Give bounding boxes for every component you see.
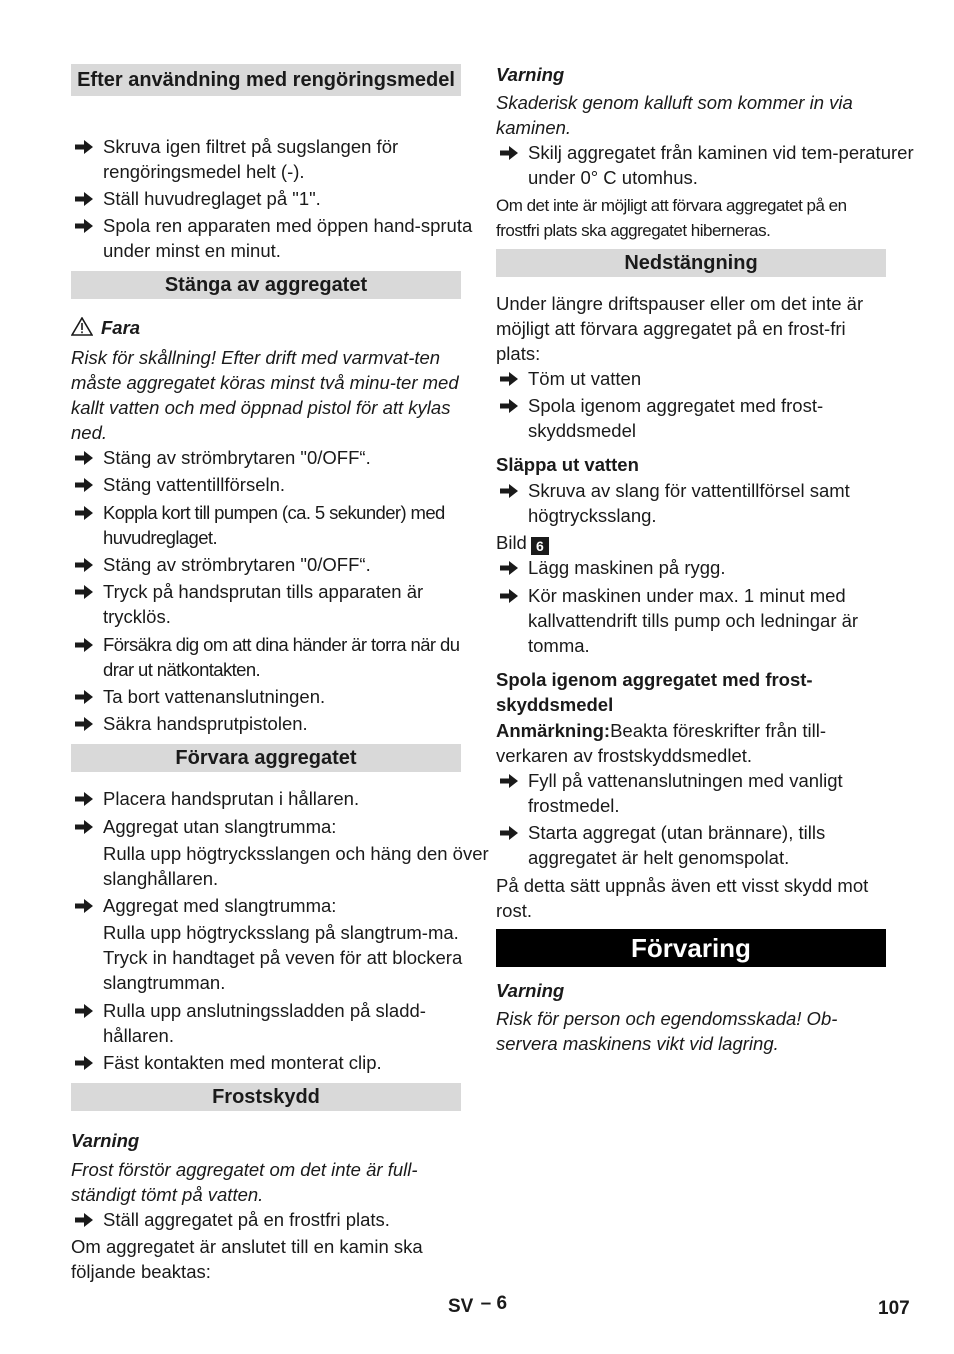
list-item: Skilj aggregatet från kaminen vid tem-peraturer under 0° C utomhus. xyxy=(496,140,918,190)
paragraph: På detta sätt uppnås även ett visst skydd mot rost. xyxy=(496,875,869,921)
list-item: Placera handsprutan i hållaren. xyxy=(71,786,493,811)
subheading-slappa-ut-vatten: Släppa ut vatten xyxy=(496,454,639,475)
list-item: Fäst kontakten med monterat clip. xyxy=(71,1050,493,1075)
list-item: Säkra handsprutpistolen. xyxy=(71,711,493,736)
heading-stanga-av: Stänga av aggregatet xyxy=(71,271,461,299)
list-item: Skruva igen filtret på sugslangen för rengöringsmedel helt (-). xyxy=(71,134,493,184)
arrow-right-icon xyxy=(75,792,93,806)
list-item: Spola igenom aggregatet med frost-skyddsmedel xyxy=(496,393,918,443)
danger-text: Risk för skållning! Efter drift med varmvat-ten måste aggregatet köras minst två minu-ter med kallt vatten och med öppnad pistol för att kylas ned. xyxy=(71,347,459,443)
heading-forvaring: Förvaring xyxy=(496,929,886,967)
arrow-right-icon xyxy=(500,774,518,788)
page-number: 107 xyxy=(878,1298,910,1319)
list-item: Ta bort vattenanslutningen. xyxy=(71,684,493,709)
list-item: Fyll på vattenanslutningen med vanligt frostmedel. xyxy=(496,768,918,818)
list-subtext: Rulla upp högtrycksslang på slangtrum-ma. Tryck in handtaget på veven för att blockera slangtrumman. xyxy=(103,922,463,993)
list-item: Lägg maskinen på rygg. xyxy=(496,555,918,580)
warning-text: Risk för person och egendomsskada! Ob-servera maskinens vikt vid lagring. xyxy=(496,1008,838,1054)
list-item: Töm ut vatten xyxy=(496,366,918,391)
arrow-right-icon xyxy=(500,561,518,575)
arrow-right-icon xyxy=(75,506,93,520)
list-item: Aggregat med slangtrumma: xyxy=(71,893,493,918)
warning-text: Frost förstör aggregatet om det inte är full-ständigt tömt på vatten. xyxy=(71,1159,418,1205)
paragraph: Om aggregatet är anslutet till en kamin ska följande beaktas: xyxy=(71,1236,423,1282)
heading-frostskydd: Frostskydd xyxy=(71,1083,461,1111)
heading-nedstangning: Nedstängning xyxy=(496,249,886,277)
arrow-right-icon xyxy=(500,826,518,840)
list-item: Stäng av strömbrytaren "0/OFF“. xyxy=(71,445,493,470)
arrow-right-icon xyxy=(75,717,93,731)
list-item: Starta aggregat (utan brännare), tills aggregatet är helt genomspolat. xyxy=(496,820,918,870)
arrow-right-icon xyxy=(75,899,93,913)
arrow-right-icon xyxy=(75,638,93,652)
list-item: Koppla kort till pumpen (ca. 5 sekunder) med huvudreglaget. xyxy=(71,500,493,550)
danger-label: Fara xyxy=(71,315,461,340)
arrow-right-icon xyxy=(500,146,518,160)
list-item: Stäng vattentillförseln. xyxy=(71,472,493,497)
list-item: Ställ aggregatet på en frostfri plats. xyxy=(71,1207,493,1232)
list-item: Skruva av slang för vattentillförsel samt högtrycksslang. xyxy=(496,478,918,528)
list-item: Rulla upp anslutningssladden på sladd-hållaren. xyxy=(71,998,493,1048)
footer-language: SV – 6 xyxy=(448,1293,508,1317)
arrow-right-icon xyxy=(500,372,518,386)
arrow-right-icon xyxy=(75,690,93,704)
arrow-right-icon xyxy=(500,589,518,603)
arrow-right-icon xyxy=(75,140,93,154)
arrow-right-icon xyxy=(500,484,518,498)
warning-label: Varning xyxy=(496,980,565,1001)
heading-forvara-aggregatet: Förvara aggregatet xyxy=(71,744,461,772)
arrow-right-icon xyxy=(75,1213,93,1227)
note: Anmärkning:Beakta föreskrifter från till-verkaren av frostskyddsmedlet. xyxy=(496,720,826,766)
arrow-right-icon xyxy=(75,478,93,492)
heading-efter-anvandning: Efter användning med rengöringsmedel xyxy=(71,64,461,96)
list-item: Tryck på handsprutan tills apparaten är trycklös. xyxy=(71,579,493,629)
warning-label: Varning xyxy=(71,1130,140,1151)
arrow-right-icon xyxy=(75,192,93,206)
list-item: Stäng av strömbrytaren "0/OFF“. xyxy=(71,552,493,577)
warning-label: Varning xyxy=(496,64,565,85)
arrow-right-icon xyxy=(500,399,518,413)
arrow-right-icon xyxy=(75,1004,93,1018)
list-item: Ställ huvudreglaget på "1". xyxy=(71,186,493,211)
list-item: Aggregat utan slangtrumma: xyxy=(71,814,493,839)
warning-text: Skaderisk genom kalluft som kommer in via kaminen. xyxy=(496,92,853,138)
arrow-right-icon xyxy=(75,451,93,465)
arrow-right-icon xyxy=(75,820,93,834)
paragraph: Under längre driftspauser eller om det inte är möjligt att förvara aggregatet på en frost-fri plats: xyxy=(496,293,864,364)
figure-number-badge: 6 xyxy=(531,537,549,555)
subheading-spola-igenom: Spola igenom aggregatet med frost-skyddsmedel xyxy=(496,669,813,715)
paragraph: Om det inte är möjligt att förvara aggregatet på en frostfri plats ska aggregatet hiberneras. xyxy=(496,196,847,240)
figure-reference: Bild 6 xyxy=(496,530,886,555)
list-subtext: Rulla upp högtrycksslangen och häng den över slanghållaren. xyxy=(103,843,489,889)
warning-triangle-icon xyxy=(71,317,93,336)
arrow-right-icon xyxy=(75,219,93,233)
list-item: Spola ren apparaten med öppen hand-spruta under minst en minut. xyxy=(71,213,493,263)
arrow-right-icon xyxy=(75,1056,93,1070)
list-item: Kör maskinen under max. 1 minut med kallvattendrift tills pump och ledningar är tomma. xyxy=(496,583,918,658)
arrow-right-icon xyxy=(75,585,93,599)
list-item: Försäkra dig om att dina händer är torra när du drar ut nätkontakten. xyxy=(71,632,493,682)
arrow-right-icon xyxy=(75,558,93,572)
